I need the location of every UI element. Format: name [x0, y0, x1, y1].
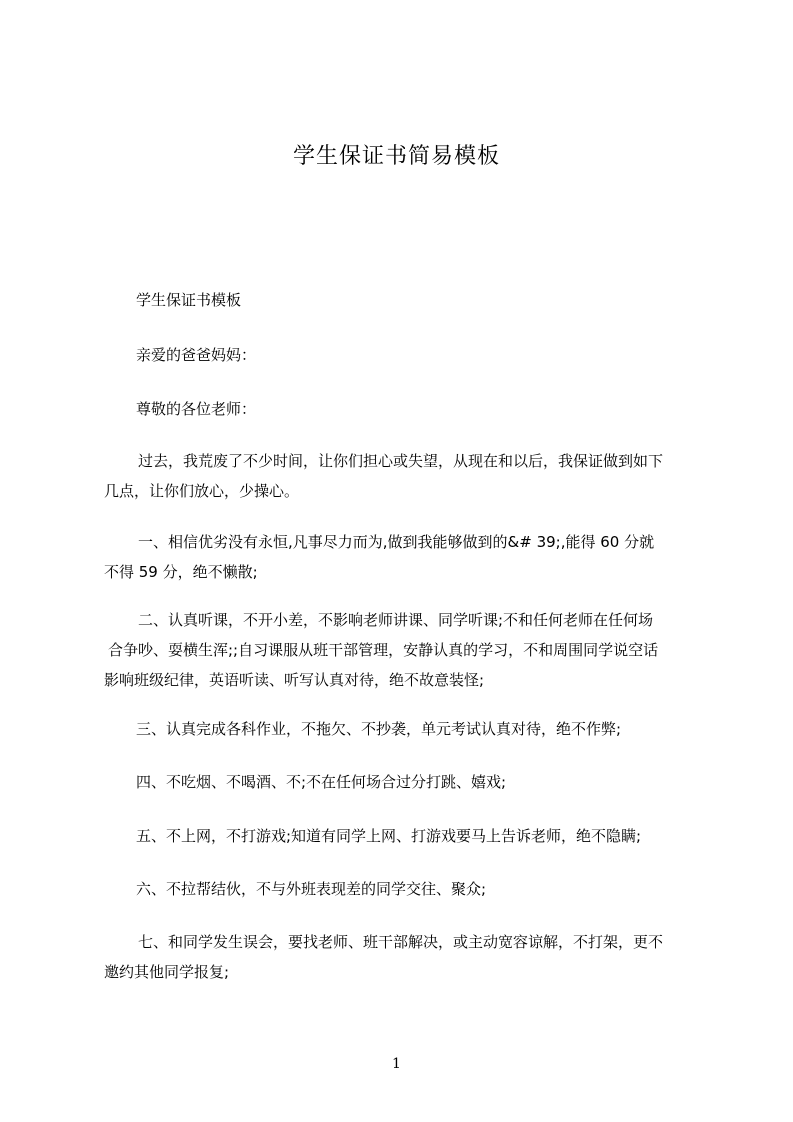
paragraph-line: 几点，让你们放心，少操心。 [104, 482, 300, 500]
document-title: 学生保证书简易模板 [292, 144, 500, 169]
paragraph-item-1 [104, 527, 704, 587]
paragraph-heading [104, 285, 704, 315]
paragraph-item-5 [104, 821, 704, 851]
paragraph-item-3 [104, 714, 704, 744]
paragraph-intro [104, 446, 704, 506]
paragraph-line: 二、认真听课，不开小差，不影响老师讲课、同学听课;不和任何老师在任何场 [138, 611, 654, 629]
page-number: 1 [392, 1056, 401, 1072]
paragraph-line: 尊敬的各位老师： [136, 400, 257, 418]
paragraph-line: 学生保证书模板 [136, 291, 242, 309]
paragraph-item-4 [104, 767, 704, 797]
paragraph-line: 三、认真完成各科作业，不拖欠、不抄袭，单元考试认真对待，绝不作弊; [136, 720, 622, 738]
paragraph-line: 一、相信优劣没有永恒,凡事尽力而为,做到我能够做到的&# 39;,能得 60 分就 [138, 533, 655, 551]
paragraph-line: 七、和同学发生误会，要找老师、班干部解决，或主动宽容谅解，不打架，更不 [138, 933, 664, 951]
paragraph-item-2 [104, 605, 704, 695]
paragraph-item-6 [104, 874, 704, 904]
paragraph-line: 影响班级纪律，英语听读、听写认真对待，绝不故意装怪; [104, 671, 485, 689]
paragraph-item-7 [104, 927, 704, 987]
paragraph-line: 合争吵、耍横生浑;;自习课服从班干部管理，安静认真的学习，不和周围同学说空话 [108, 641, 659, 659]
paragraph-line: 六、不拉帮结伙，不与外班表现差的同学交往、聚众; [136, 880, 487, 898]
paragraph-line: 五、不上网，不打游戏;知道有同学上网、打游戏要马上告诉老师，绝不隐瞒; [136, 827, 642, 845]
paragraph-salutation-teachers [104, 394, 704, 424]
paragraph-line: 邀约其他同学报复; [104, 963, 230, 981]
paragraph-line: 四、不吃烟、不喝酒、不;不在任何场合过分打跳、嬉戏; [136, 773, 507, 791]
paragraph-line: 不得 59 分，绝不懒散; [104, 563, 258, 581]
paragraph-salutation-parents [104, 340, 704, 370]
paragraph-line: 亲爱的爸爸妈妈： [136, 346, 257, 364]
paragraph-line: 过去，我荒废了不少时间，让你们担心或失望，从现在和以后，我保证做到如下 [138, 452, 664, 470]
